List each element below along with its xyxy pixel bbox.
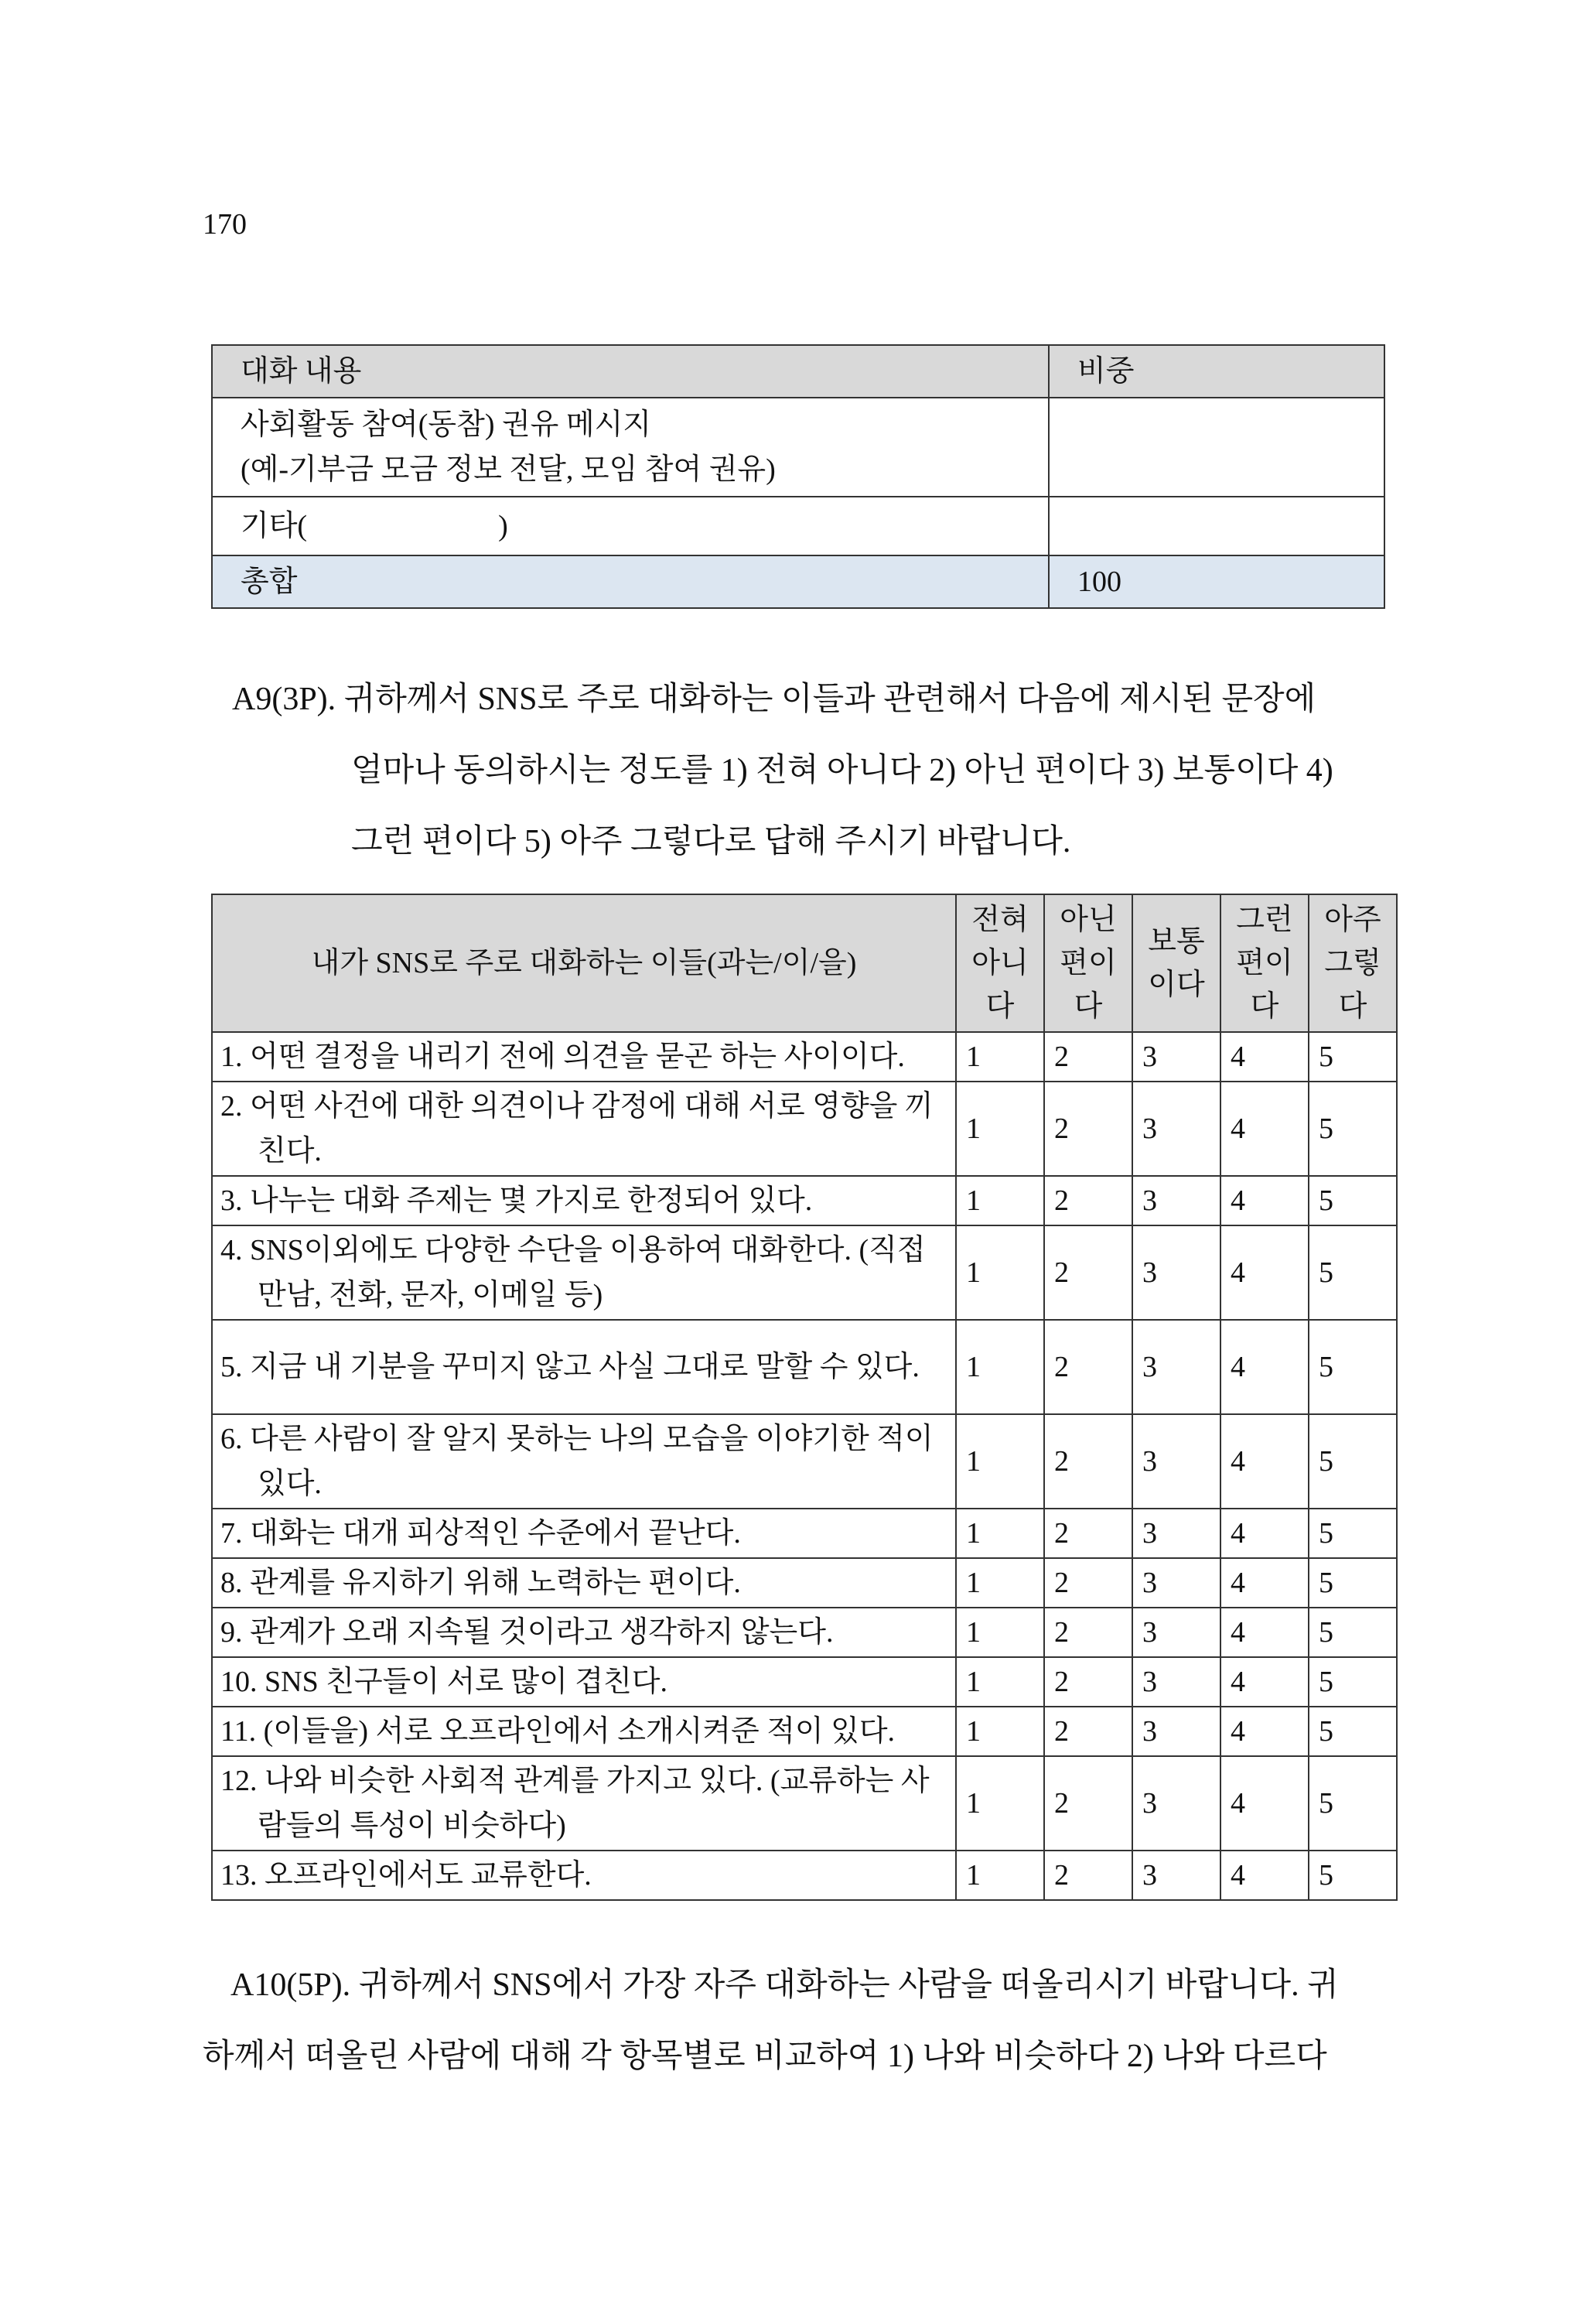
scale-option-1[interactable]: 1: [956, 1032, 1044, 1082]
scale-option-2[interactable]: 2: [1044, 1707, 1132, 1756]
scale-option-3[interactable]: 3: [1132, 1707, 1220, 1756]
statement-text: 13. 오프라인에서도 교류한다.: [220, 1859, 592, 1892]
scale-option-1[interactable]: 1: [956, 1082, 1044, 1176]
scale-option-5[interactable]: 5: [1309, 1756, 1397, 1851]
header-share: 비중: [1049, 345, 1384, 398]
scale-option-1[interactable]: 1: [956, 1176, 1044, 1225]
row-content-line2: (예-기부금 모금 정보 전달, 모임 참여 권유): [241, 453, 776, 486]
header-option-3: 보통 이다: [1132, 894, 1220, 1032]
statement-text: 3. 나누는 대화 주제는 몇 가지로 한정되어 있다.: [220, 1184, 813, 1217]
table-row: [212, 1707, 1397, 1756]
scale-option-2[interactable]: 2: [1044, 1509, 1132, 1558]
scale-option-5[interactable]: 5: [1309, 1032, 1397, 1082]
question-a9: [232, 664, 1406, 877]
scale-option-4[interactable]: 4: [1220, 1657, 1309, 1707]
table-row: [212, 497, 1384, 555]
statement-text: 10. SNS 친구들이 서로 많이 겹친다.: [220, 1666, 667, 1698]
scale-option-2[interactable]: 2: [1044, 1851, 1132, 1900]
scale-option-3[interactable]: 3: [1132, 1558, 1220, 1608]
scale-option-1[interactable]: 1: [956, 1558, 1044, 1608]
question-a9-line3: 그런 편이다 5) 아주 그렇다로 답해 주시기 바랍니다.: [351, 824, 1071, 860]
scale-option-1[interactable]: 1: [956, 1608, 1044, 1657]
statement-text: 6. 다른 사람이 잘 알지 못하는 나의 모습을 이야기한 적이 있다.: [220, 1423, 934, 1500]
table-row: [212, 1851, 1397, 1900]
table-row: [212, 1320, 1397, 1414]
table-row: [212, 1756, 1397, 1851]
statement-text: 7. 대화는 대개 피상적인 수준에서 끝난다.: [220, 1517, 741, 1550]
scale-option-2[interactable]: 2: [1044, 1082, 1132, 1176]
conversation-share-table: [211, 344, 1385, 609]
row-content-line1: 기타( ): [241, 510, 508, 542]
scale-option-5[interactable]: 5: [1309, 1851, 1397, 1900]
scale-option-3[interactable]: 3: [1132, 1608, 1220, 1657]
scale-option-1[interactable]: 1: [956, 1320, 1044, 1414]
scale-option-4[interactable]: 4: [1220, 1851, 1309, 1900]
scale-option-2[interactable]: 2: [1044, 1414, 1132, 1509]
statement-cell: [212, 1509, 956, 1558]
scale-option-4[interactable]: 4: [1220, 1756, 1309, 1851]
scale-option-4[interactable]: 4: [1220, 1414, 1309, 1509]
scale-option-2[interactable]: 2: [1044, 1320, 1132, 1414]
statement-cell: [212, 1414, 956, 1509]
scale-option-2[interactable]: 2: [1044, 1657, 1132, 1707]
table-row: [212, 1176, 1397, 1225]
header-option-1: 전혀 아니 다: [956, 894, 1044, 1032]
statement-cell: [212, 1176, 956, 1225]
scale-option-2[interactable]: 2: [1044, 1558, 1132, 1608]
header-option-2: 아닌 편이 다: [1044, 894, 1132, 1032]
scale-option-5[interactable]: 5: [1309, 1558, 1397, 1608]
scale-option-5[interactable]: 5: [1309, 1657, 1397, 1707]
statement-cell: [212, 1657, 956, 1707]
agreement-scale-table: [211, 894, 1398, 1901]
question-a9-line2: 얼마나 동의하시는 정도를 1) 전혀 아니다 2) 아닌 편이다 3) 보통이다 4): [351, 753, 1333, 788]
scale-option-2[interactable]: 2: [1044, 1176, 1132, 1225]
scale-option-5[interactable]: 5: [1309, 1707, 1397, 1756]
scale-option-4[interactable]: 4: [1220, 1176, 1309, 1225]
table-row: [212, 1414, 1397, 1509]
statement-text: 11. (이들을) 서로 오프라인에서 소개시켜준 적이 있다.: [220, 1715, 896, 1748]
scale-option-4[interactable]: 4: [1220, 1707, 1309, 1756]
question-a9-line1: A9(3P). 귀하께서 SNS로 주로 대화하는 이들과 관련해서 다음에 제시된 문장에: [232, 682, 1316, 717]
scale-option-3[interactable]: 3: [1132, 1657, 1220, 1707]
table-header-row: [212, 345, 1384, 398]
header-statement: 내가 SNS로 주로 대화하는 이들(과는/이/을): [212, 894, 956, 1032]
table-row: [212, 1608, 1397, 1657]
scale-option-1[interactable]: 1: [956, 1756, 1044, 1851]
header-option-5: 아주 그렇 다: [1309, 894, 1397, 1032]
table-row: [212, 1032, 1397, 1082]
scale-option-2[interactable]: 2: [1044, 1032, 1132, 1082]
statement-cell: [212, 1707, 956, 1756]
statement-cell: [212, 1756, 956, 1851]
table-row: [212, 1558, 1397, 1608]
scale-option-1[interactable]: 1: [956, 1657, 1044, 1707]
table-row: [212, 1225, 1397, 1320]
table-row: [212, 1657, 1397, 1707]
scale-option-3[interactable]: 3: [1132, 1851, 1220, 1900]
table-row: [212, 1509, 1397, 1558]
statement-cell: [212, 1082, 956, 1176]
row-share: [1049, 497, 1384, 555]
scale-option-1[interactable]: 1: [956, 1225, 1044, 1320]
table-header-row: [212, 894, 1397, 1032]
scale-option-5[interactable]: 5: [1309, 1414, 1397, 1509]
row-content: [212, 497, 1049, 555]
question-a10-line2: 하께서 떠올린 사람에 대해 각 항목별로 비교하여 1) 나와 비슷하다 2) 나와 다르다: [203, 2039, 1327, 2074]
scale-option-2[interactable]: 2: [1044, 1225, 1132, 1320]
scale-option-4[interactable]: 4: [1220, 1082, 1309, 1176]
scale-option-4[interactable]: 4: [1220, 1509, 1309, 1558]
statement-text: 4. SNS이외에도 다양한 수단을 이용하여 대화한다. (직접만남, 전화, 문자, 이메일 등): [220, 1234, 926, 1311]
scale-option-5[interactable]: 5: [1309, 1509, 1397, 1558]
statement-text: 8. 관계를 유지하기 위해 노력하는 편이다.: [220, 1567, 741, 1599]
scale-option-3[interactable]: 3: [1132, 1176, 1220, 1225]
statement-text: 2. 어떤 사건에 대한 의견이나 감정에 대해 서로 영향을 끼친다.: [220, 1090, 934, 1167]
scale-option-4[interactable]: 4: [1220, 1608, 1309, 1657]
header-content: 대화 내용: [212, 345, 1049, 398]
statement-cell: [212, 1608, 956, 1657]
scale-option-3[interactable]: 3: [1132, 1509, 1220, 1558]
statement-cell: [212, 1320, 956, 1414]
scale-option-3[interactable]: 3: [1132, 1320, 1220, 1414]
statement-cell: [212, 1032, 956, 1082]
scale-option-1[interactable]: 1: [956, 1509, 1044, 1558]
scale-option-5[interactable]: 5: [1309, 1082, 1397, 1176]
scale-option-5[interactable]: 5: [1309, 1320, 1397, 1414]
scale-option-3[interactable]: 3: [1132, 1082, 1220, 1176]
statement-cell: [212, 1225, 956, 1320]
total-row: [212, 555, 1384, 608]
scale-option-3[interactable]: 3: [1132, 1414, 1220, 1509]
total-label: 총합: [212, 555, 1049, 608]
statement-text: 1. 어떤 결정을 내리기 전에 의견을 묻곤 하는 사이이다.: [220, 1041, 905, 1073]
scale-option-5[interactable]: 5: [1309, 1176, 1397, 1225]
row-content-line1: 사회활동 참여(동참) 권유 메시지: [241, 408, 652, 441]
statement-cell: [212, 1558, 956, 1608]
scale-option-1[interactable]: 1: [956, 1707, 1044, 1756]
scale-option-5[interactable]: 5: [1309, 1225, 1397, 1320]
total-value: 100: [1049, 555, 1384, 608]
statement-text: 5. 지금 내 기분을 꾸미지 않고 사실 그대로 말할 수 있다.: [220, 1351, 920, 1383]
statement-text: 12. 나와 비슷한 사회적 관계를 가지고 있다. (교류하는 사람들의 특성이 비슷하다): [220, 1765, 930, 1842]
scale-option-3[interactable]: 3: [1132, 1032, 1220, 1082]
scale-option-3[interactable]: 3: [1132, 1225, 1220, 1320]
table-row: [212, 1082, 1397, 1176]
question-a10: [203, 1950, 1408, 2092]
statement-text: 9. 관계가 오래 지속될 것이라고 생각하지 않는다.: [220, 1616, 834, 1649]
scale-option-4[interactable]: 4: [1220, 1558, 1309, 1608]
scale-option-1[interactable]: 1: [956, 1851, 1044, 1900]
row-content: [212, 398, 1049, 497]
scale-option-4[interactable]: 4: [1220, 1320, 1309, 1414]
question-a10-line1: A10(5P). 귀하께서 SNS에서 가장 자주 대화하는 사람을 떠올리시기 바랍니다. 귀: [230, 1967, 1339, 2003]
header-option-4: 그런 편이 다: [1220, 894, 1309, 1032]
scale-option-1[interactable]: 1: [956, 1414, 1044, 1509]
scale-option-4[interactable]: 4: [1220, 1032, 1309, 1082]
scale-option-4[interactable]: 4: [1220, 1225, 1309, 1320]
row-share: [1049, 398, 1384, 497]
page-number: 170: [203, 208, 247, 241]
scale-option-2[interactable]: 2: [1044, 1756, 1132, 1851]
scale-option-3[interactable]: 3: [1132, 1756, 1220, 1851]
scale-option-2[interactable]: 2: [1044, 1608, 1132, 1657]
statement-cell: [212, 1851, 956, 1900]
scale-option-5[interactable]: 5: [1309, 1608, 1397, 1657]
table-row: [212, 398, 1384, 497]
